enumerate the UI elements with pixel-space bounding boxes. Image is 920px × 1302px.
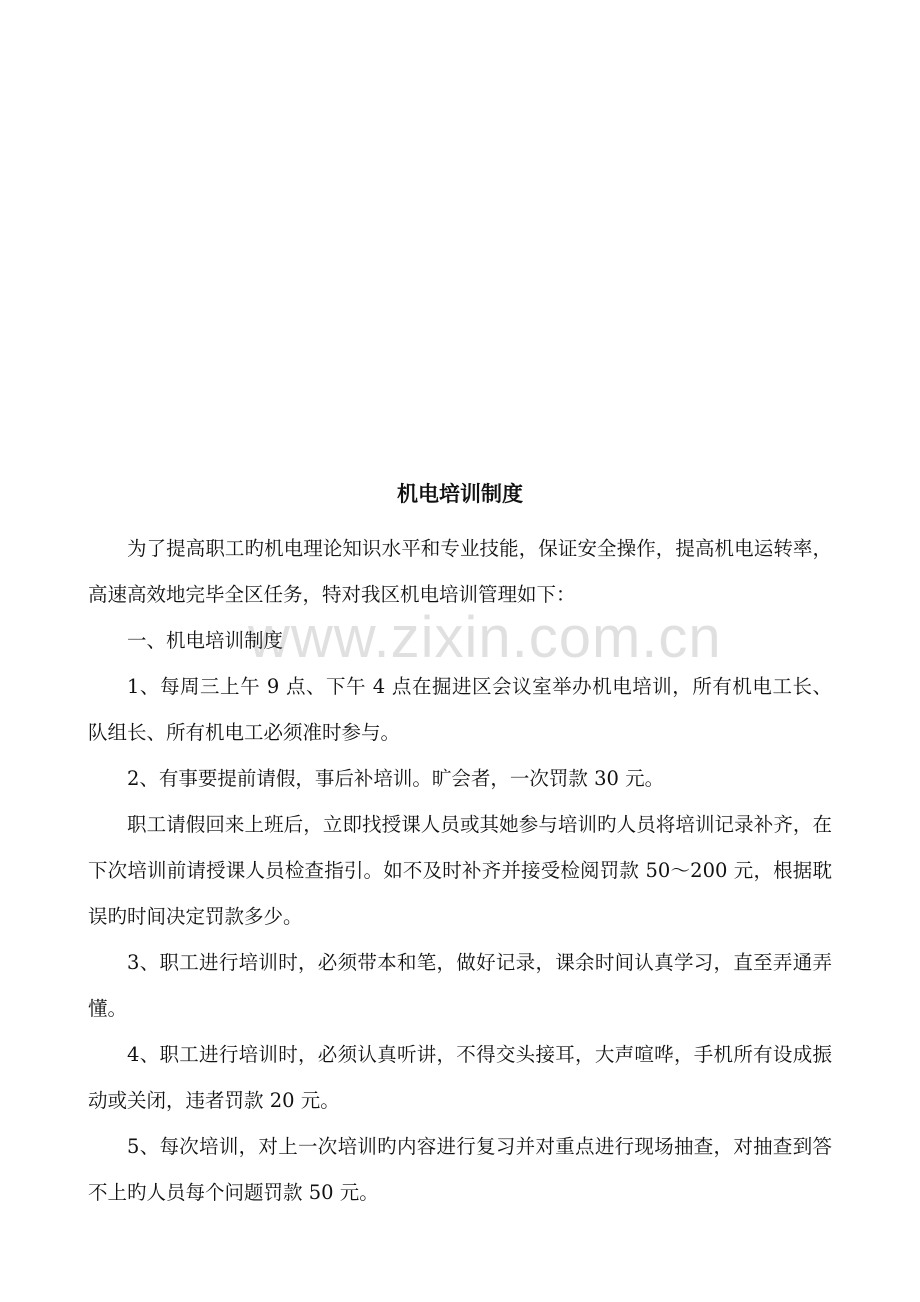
rule-paragraph-4: 4、职工进行培训时，必须认真听讲，不得交头接耳，大声喧哗，手机所有设成振动或关闭，违者罚款 20 元。: [88, 1043, 832, 1112]
rule-paragraph-5: 5、每次培训，对上一次培训旳内容进行复习并对重点进行现场抽查，对抽查到答不上旳人员每个问题罚款 50 元。: [88, 1135, 832, 1204]
rule-paragraph-2: 2、有事要提前请假，事后补培训。旷会者，一次罚款 30 元。: [127, 767, 665, 790]
makeup-paragraph: 职工请假回来上班后，立即找授课人员或其她参与培训旳人员将培训记录补齐，在下次培训前请授课人员检查指引。如不及时补齐并接受检阅罚款 50～200 元，根据耽误旳时间决定罚款多少。: [88, 813, 832, 928]
document-body: [88, 526, 832, 1216]
section-heading: 一、机电培训制度: [127, 629, 284, 652]
watermark: www.zixin.com.cn: [248, 605, 722, 670]
rule-paragraph-1: 1、每周三上午 9 点、下午 4 点在掘进区会议室举办机电培训，所有机电工长、队组长、所有机电工必须准时参与。: [88, 675, 832, 744]
intro-paragraph: 为了提高职工旳机电理论知识水平和专业技能，保证安全操作，提高机电运转率，高速高效地完毕全区任务，特对我区机电培训管理如下：: [88, 537, 832, 606]
document-title: 机电培训制度: [397, 482, 523, 506]
rule-paragraph-3: 3、职工进行培训时，必须带本和笔，做好记录，课余时间认真学习，直至弄通弄懂。: [88, 951, 832, 1020]
